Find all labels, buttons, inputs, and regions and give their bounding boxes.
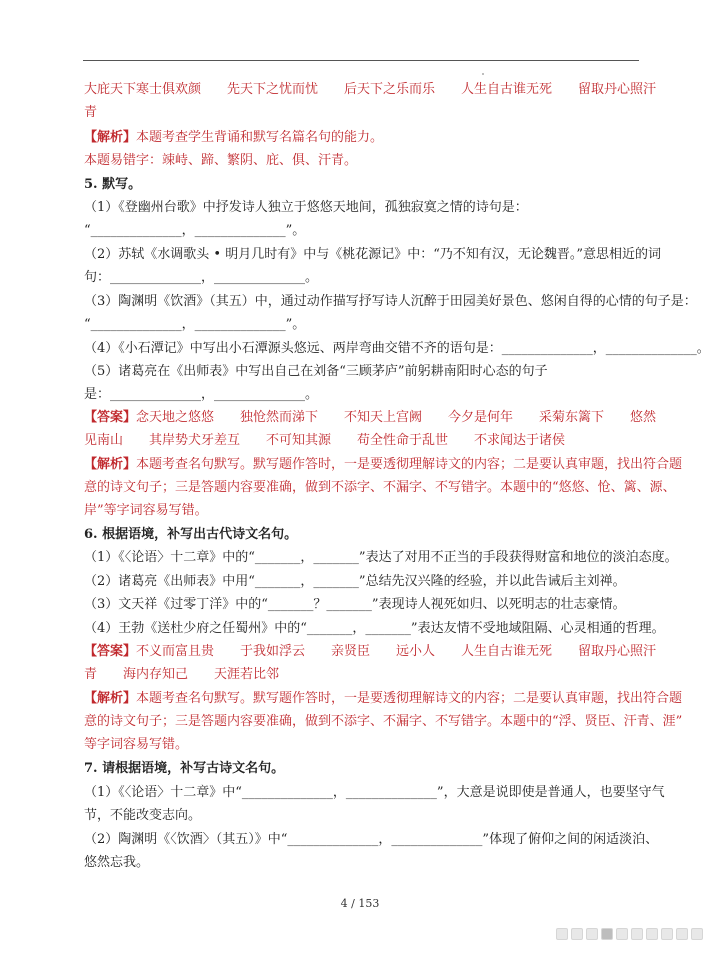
analysis-line — [84, 128, 644, 148]
analysis-5-line: 意的诗文句子；三是答题内容要准确，做到不添字、不漏字、不写错字。本题中的“悠悠、怆、篱、源、 — [84, 480, 676, 495]
question-5-item: （4）《小石潭记》中写出小石潭源头悠远、两岸弯曲交错不齐的语句是：______________，______________。 — [84, 341, 710, 356]
dot-icon — [616, 928, 628, 940]
dot-icon — [631, 928, 643, 940]
dot-icon — [691, 928, 703, 940]
question-5-blank: 是：______________，______________。 — [84, 387, 319, 402]
analysis-label: 【解析】 — [84, 691, 137, 706]
answer-5-line: 见南山 其岸势犬牙差互 不可知其源 苟全性命于乱世 不求闻达于诸侯 — [84, 433, 566, 448]
dot-icon — [556, 928, 568, 940]
answer-5-line — [84, 408, 657, 428]
question-7-item: 悠然忘我。 — [84, 855, 150, 870]
answer-label: 【答案】 — [84, 644, 137, 659]
page-number: 4 / 153 — [340, 897, 380, 910]
question-6-item: （4）王勃《送杜少府之任蜀州》中的“_______，_______”表达友情不受地域阻隔、心灵相通的哲理。 — [84, 621, 665, 636]
question-5-title: 5. 默写。 — [84, 177, 142, 192]
viewer-dots — [556, 928, 703, 940]
analysis-label: 【解析】 — [84, 130, 137, 145]
answer-continuation-line: 青 — [84, 105, 98, 120]
analysis-text: 本题考查名句默写。默写题作答时，一是要透彻理解诗文的内容；二是要认真审题，找出符合题 — [136, 691, 683, 706]
question-5-blank: “______________，______________”。 — [84, 223, 306, 238]
question-6-item: （3）文天祥《过零丁洋》中的“_______？_______”表现诗人视死如归、以死明志的壮志豪情。 — [84, 597, 626, 612]
answer-6-line: 青 海内存知己 天涯若比邻 — [84, 667, 280, 682]
question-5-blank: 句：______________，______________。 — [84, 270, 319, 285]
question-7-item: （1）《〈论语〉十二章》中“______________，______________”，大意是说即使是普通人，也要坚守气 — [84, 785, 665, 800]
typo-note: 本题易错字：竦峙、蹄、繁阴、庇、俱、汗青。 — [84, 153, 358, 168]
scan-speck — [482, 73, 484, 75]
analysis-text: 本题考查名句默写。默写题作答时，一是要透彻理解诗文的内容；二是要认真审题，找出符合题 — [136, 457, 683, 472]
question-5-item: （1）《登幽州台歌》中抒发诗人独立于悠悠天地间，孤独寂寞之情的诗句是： — [84, 200, 528, 215]
answer-text: 念天地之悠悠 独怆然而涕下 不知天上宫阙 今夕是何年 采菊东篱下 悠然 — [136, 410, 657, 425]
question-7-title: 7. 请根据语境，补写古诗文名句。 — [84, 761, 285, 776]
analysis-6-line — [84, 689, 683, 709]
analysis-6-line: 意的诗文句子；三是答题内容要准确，做到不添字、不漏字、不写错字。本题中的“浮、贤臣、汗青、涯” — [84, 714, 683, 729]
dot-icon — [646, 928, 658, 940]
dot-icon — [601, 928, 613, 940]
answer-6-line — [84, 642, 657, 662]
question-7-item: （2）陶渊明《〈饮酒〉（其五）》中“______________，______________”体现了俯仰之间的闲适淡泊、 — [84, 832, 659, 847]
header-rule — [83, 60, 639, 61]
question-5-item: （5）诸葛亮在《出师表》中写出自己在刘备“三顾茅庐”前躬耕南阳时心态的句子 — [84, 364, 548, 379]
dot-icon — [571, 928, 583, 940]
analysis-5-line — [84, 455, 683, 475]
question-6-item: （1）《〈论语〉十二章》中的“_______，_______”表达了对用不正当的手段获得财富和地位的淡泊态度。 — [84, 550, 678, 565]
question-5-item: （3）陶渊明《饮酒》（其五）中，通过动作描写抒写诗人沉醉于田园美好景色、悠闲自得的心情的句子是： — [84, 294, 697, 309]
answer-continuation-line: 大庇天下寒士俱欢颜 先天下之忧而忧 后天下之乐而乐 人生自古谁无死 留取丹心照汗 — [84, 82, 657, 97]
question-5-blank: “______________，______________”。 — [84, 317, 306, 332]
analysis-6-line: 等字词容易写错。 — [84, 737, 189, 752]
dot-icon — [676, 928, 688, 940]
question-7-item: 节，不能改变志向。 — [84, 808, 202, 823]
question-6-title: 6. 根据语境，补写出古代诗文名句。 — [84, 527, 298, 542]
answer-label: 【答案】 — [84, 410, 137, 425]
dot-icon — [661, 928, 673, 940]
analysis-text: 本题考查学生背诵和默写名篇名句的能力。 — [136, 130, 384, 145]
dot-icon — [586, 928, 598, 940]
answer-text: 不义而富且贵 于我如浮云 亲贤臣 远小人 人生自古谁无死 留取丹心照汗 — [136, 644, 657, 659]
analysis-5-line: 岸”等字词容易写错。 — [84, 503, 208, 518]
question-5-item: （2）苏轼《水调歌头 • 明月几时有》中与《桃花源记》中：“乃不知有汉，无论魏晋。”意思相近的词 — [84, 247, 661, 262]
analysis-label: 【解析】 — [84, 457, 137, 472]
question-6-item: （2）诸葛亮《出师表》中用“_______，_______”总结先汉兴隆的经验，并以此告诫后主刘禅。 — [84, 574, 626, 589]
